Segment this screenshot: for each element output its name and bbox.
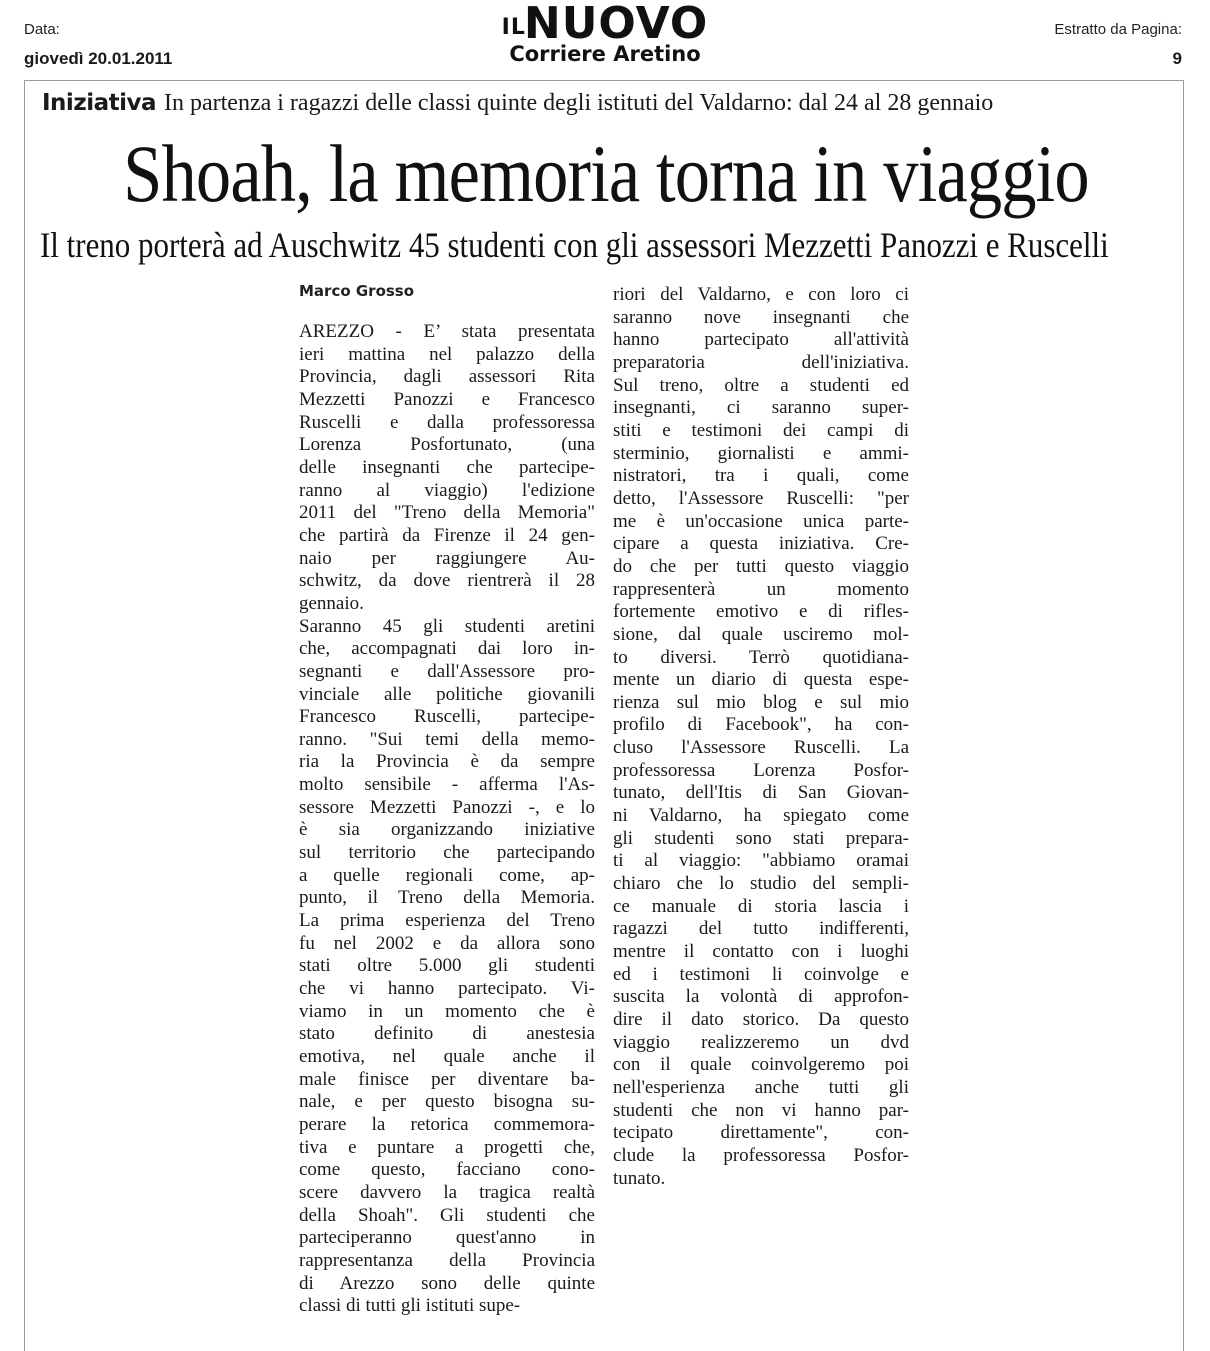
text-line: sterminio, giornalisti e ammi- [613, 442, 909, 464]
text-line: Sul treno, oltre a studenti ed [613, 374, 909, 396]
text-line: è sia organizzando iniziative [299, 819, 595, 841]
text-line: preparatoria dell'iniziativa. [613, 351, 909, 373]
text-line: scere davvero la tragica realtà [299, 1181, 595, 1203]
text-line: stiti e testimoni dei campi di [613, 419, 909, 441]
article-column-2 [613, 284, 909, 1190]
text-line: emotiva, nel quale anche il [299, 1046, 595, 1067]
text-line: naio per raggiungere Au- [299, 547, 595, 569]
logo-il: IL [501, 15, 526, 40]
page-number: 9 [1172, 49, 1182, 68]
text-line: ria la Provincia è da sempre [299, 751, 595, 773]
text-line: profilo di Facebook", ha con- [613, 714, 909, 736]
text-line: Francesco Ruscelli, partecipe- [299, 706, 595, 728]
text-line: rappresentanza della Provincia [299, 1249, 595, 1271]
text-line: parteciperanno quest'anno in [299, 1227, 595, 1249]
text-line: vinciale alle politiche giovanili [299, 683, 595, 705]
page-block [1054, 22, 1182, 67]
text-line: insegnanti, ci saranno super- [613, 397, 909, 419]
text-line: cipare a questa iniziativa. Cre- [613, 533, 909, 555]
text-line: sione, dal quale usciremo mol- [613, 623, 909, 645]
text-line: della Shoah". Gli studenti che [299, 1204, 595, 1226]
text-line: ti al viaggio: "abbiamo oramai [613, 850, 909, 872]
text-line: sul territorio che partecipando [299, 842, 595, 864]
text-line: fortemente emotivo e di rifles- [613, 601, 909, 623]
text-line: tiva e puntare a progetti che, [299, 1136, 595, 1158]
text-line: male finisce per diventare ba- [299, 1068, 595, 1090]
text-line: cluso l'Assessore Ruscelli. La [613, 737, 909, 759]
text-line: mentre il contatto con i luoghi [613, 941, 909, 963]
text-line: ed i testimoni li coinvolge e [613, 963, 909, 985]
article-kicker [42, 90, 1182, 117]
text-line: punto, il Treno della Memoria. [299, 887, 595, 909]
text-line: rienza sul mio blog e sul mio [613, 691, 909, 713]
text-line: con il quale coinvolgeremo poi [613, 1054, 909, 1076]
text-line: fu nel 2002 e da allora sono [299, 932, 595, 954]
kicker-tag: Iniziativa [42, 90, 156, 116]
text-line: delle insegnanti che partecipe- [299, 456, 595, 478]
text-line: schwitz, da dove rientrerà il 28 [299, 570, 595, 592]
text-line: ragazzi del tutto indifferenti, [613, 918, 909, 940]
text-line: segnanti e dall'Assessore pro- [299, 660, 595, 682]
logo-subtitle: Corriere Aretino [509, 42, 701, 66]
text-line: nistratori, tra i quali, come [613, 465, 909, 487]
text-line: gli studenti sono stati prepara- [613, 827, 909, 849]
newspaper-logo [470, 2, 740, 65]
text-line: Lorenza Posfortunato, (una [299, 434, 595, 456]
text-line: che partirà da Firenze il 24 gen- [299, 524, 595, 546]
article-column-1 [299, 321, 595, 1318]
text-line: Provincia, dagli assessori Rita [299, 366, 595, 388]
text-line: hanno partecipato all'attività [613, 329, 909, 351]
text-line: viaggio realizzeremo un dvd [613, 1031, 909, 1053]
text-line: come questo, facciano cono- [299, 1159, 595, 1181]
text-line: riori del Valdarno, e con loro ci [613, 284, 909, 305]
text-line: tunato, dell'Itis di San Giovan- [613, 782, 909, 804]
article-frame [24, 80, 1184, 1351]
text-line: do che per tutti questo viaggio [613, 555, 909, 577]
text-line: ranno. "Sui temi della memo- [299, 728, 595, 750]
text-line: ranno al viaggio) l'edizione [299, 479, 595, 501]
text-line: nale, e per questo bisogna su- [299, 1091, 595, 1113]
article-subheadline: Il treno porterà ad Auschwitz 45 studenti con gli assessori Mezzetti Panozzi e Ruscelli [40, 225, 1109, 265]
text-line: AREZZO - E’ stata presentata [299, 321, 595, 342]
text-line: molto sensibile - afferma l'As- [299, 774, 595, 796]
text-line: ce manuale di storia lascia i [613, 895, 909, 917]
text-line: classi di tutti gli istituti supe- [299, 1295, 521, 1317]
text-line: suscita la volontà di approfon- [613, 986, 909, 1008]
text-line: dire il dato storico. Da questo [613, 1009, 909, 1030]
text-line: di Arezzo sono delle quinte [299, 1272, 595, 1294]
text-line: gennaio. [299, 592, 364, 614]
text-line: ieri mattina nel palazzo della [299, 343, 595, 365]
text-line: Saranno 45 gli studenti aretini [299, 615, 595, 637]
text-line: me è un'occasione unica parte- [613, 510, 909, 532]
text-line: Mezzetti Panozzi e Francesco [299, 388, 595, 410]
page-label: Estratto da Pagina: [1054, 21, 1182, 38]
text-line: Ruscelli e dalla professoressa [299, 411, 595, 433]
text-line: perare la retorica commemora- [299, 1113, 595, 1135]
text-line: professoressa Lorenza Posfor- [613, 759, 909, 781]
kicker-text: In partenza i ragazzi delle classi quinte degli istituti del Valdarno: dal 24 al 28 gennaio [164, 90, 994, 116]
date-label: Data: [24, 21, 60, 38]
date-value: giovedì 20.01.2011 [24, 49, 173, 68]
text-line: che vi hanno partecipato. Vi- [299, 978, 595, 1000]
text-line: viamo in un momento che è [299, 1000, 595, 1022]
logo-nuovo: NUOVO [523, 0, 709, 49]
article-author: Marco Grosso [299, 282, 415, 300]
text-line: studenti che non vi hanno par- [613, 1099, 909, 1121]
text-line: che, accompagnati dai loro in- [299, 638, 595, 660]
text-line: sessore Mezzetti Panozzi -, e lo [299, 796, 595, 818]
logo-title [470, 0, 740, 49]
text-line: stato definito di anestesia [299, 1023, 595, 1045]
text-line: to diversi. Terrò quotidiana- [613, 646, 909, 668]
text-line: saranno nove insegnanti che [613, 306, 909, 328]
text-line: chiaro che lo studio del sempli- [613, 873, 909, 895]
date-block [24, 22, 172, 67]
text-line: rappresenterà un momento [613, 578, 909, 600]
text-line: tunato. [613, 1167, 666, 1189]
text-line: tecipato direttamente", con- [613, 1122, 909, 1144]
text-line: nell'esperienza anche tutti gli [613, 1076, 909, 1098]
text-line: 2011 del "Treno della Memoria" [299, 502, 595, 524]
text-line: stati oltre 5.000 gli studenti [299, 955, 595, 977]
text-line: ni Valdarno, ha spiegato come [613, 805, 909, 827]
text-line: clude la professoressa Posfor- [613, 1144, 909, 1166]
text-line: La prima esperienza del Treno [299, 910, 595, 932]
article-headline: Shoah, la memoria torna in viaggio [123, 128, 1089, 219]
text-line: detto, l'Assessore Ruscelli: "per [613, 487, 909, 509]
text-line: mente un diario di questa espe- [613, 669, 909, 691]
text-line: a quelle regionali come, ap- [299, 864, 595, 886]
